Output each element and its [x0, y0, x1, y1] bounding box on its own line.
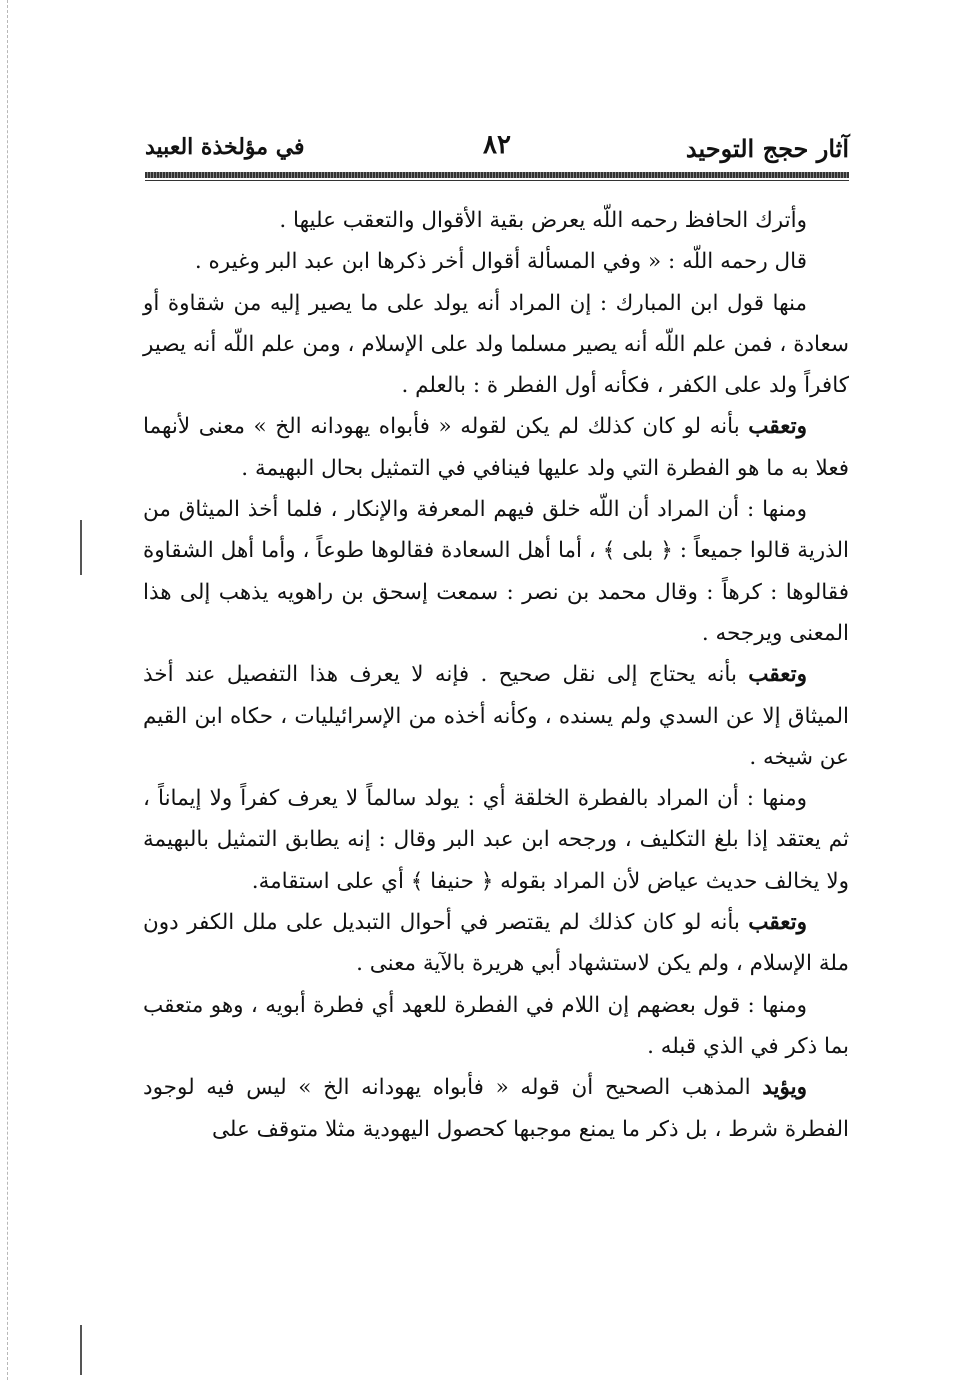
- running-header: [145, 128, 849, 170]
- body-text: [143, 200, 849, 1150]
- paragraph: [143, 985, 849, 1068]
- paragraph-text: ومنها : قول بعضهم إن اللام في الفطرة للعهد أي فطرة أبويه ، وهو متعقب بما ذكر في الذي قبله .: [143, 992, 849, 1059]
- scan-mark: [80, 1325, 82, 1375]
- paragraph: [143, 283, 849, 407]
- paragraph-text: بأنه لو كان كذلك لم يقتصر في أحوال التبديل على ملل الكفر دون ملة الإسلام ، ولم يكن لاستشهاد أبي هريرة بالآية معنى .: [143, 910, 849, 977]
- paragraph: [143, 200, 849, 241]
- paragraph-text: المذهب الصحيح أن قوله « فأبواه يهودانه الخ » ليس فيه لوجود الفطرة شرط ، بل ذكر ما يمنع موجبها كحصول اليهودية مثلا متوقف على: [143, 1075, 849, 1142]
- paragraph-lead: وتعقب: [748, 662, 807, 688]
- scan-mark: [80, 520, 82, 575]
- section-title: في مؤلخذة العبيد: [145, 134, 305, 160]
- book-title: آثار حجج التوحيد: [685, 134, 849, 163]
- paragraph-text: منها قول ابن المبارك : إن المراد أنه يولد على ما يصير إليه من شقاوة أو سعادة ، فمن علم اللّه أنه يصير مسلما ولد على الإسلام ، ومن علم اللّه أنه يصير كافراً ولد على الكفر ، فكأنه أول الفطر ة : بالعلم .: [143, 290, 849, 399]
- paragraph: [143, 902, 849, 985]
- paragraph-lead: ويؤيد: [762, 1075, 807, 1101]
- paragraph: [143, 1067, 849, 1150]
- paragraph-lead: وتعقب: [748, 910, 807, 936]
- paragraph-text: ومنها : أن المراد أن اللّه خلق فيهم المعرفة والإنكار ، فلما أخذ الميثاق من الذرية قالوا جميعاً : ﴿ بلى ﴾ ، أما أهل السعادة فقالوها طوعاً ، وأما أهل الشقاوة فقالوها : كرهاً : وقال محمد بن نصر : سمعت إسحق بن راهويه يذهب إلى هذا المعنى ويرجحه .: [143, 497, 849, 646]
- page-number: ٨٢: [483, 130, 511, 160]
- paragraph: [143, 778, 849, 902]
- paragraph: [143, 654, 849, 778]
- paragraph: [143, 406, 849, 489]
- paragraph: [143, 241, 849, 282]
- paragraph-text: ومنها : أن المراد بالفطرة الخلقة أي : يولد سالماً لا يعرف كفراً ولا إيماناً ، ثم يعتقد إذا بلغ التكليف ، ورجحه ابن عبد البر وقال : إنه يطابق التمثيل بالبهيمة ولا يخالف حديث عياض لأن المراد بقوله ﴿ حنيفا ﴾ أي على استقامة.: [143, 786, 849, 894]
- paragraph: [143, 489, 849, 654]
- paragraph-text: بأنه يحتاج إلى نقل صحيح . فإنه لا يعرف هذا التفصيل عند أخذ الميثاق إلا عن السدي ولم يسنده ، وكأنه أخذه من الإسرائيليات ، حكاه ابن القيم عن شيخه .: [143, 662, 849, 770]
- paragraph-text: بأنه لو كان كذلك لم يكن لقوله « فأبواه يهودانه الخ » معنى لأنهما فعلا به ما هو الفطرة التي ولد عليها فينافي في التمثيل بحال البهيمة .: [143, 414, 849, 481]
- header-rule-thin: [145, 180, 849, 181]
- paragraph-lead: وتعقب: [748, 414, 807, 440]
- page-margin-rule: [7, 0, 8, 1380]
- paragraph-text: قال رحمه اللّه : « وفي المسألة أقوال أخر ذكرها ابن عبد البر وغيره .: [194, 249, 807, 275]
- header-rule: [145, 172, 849, 178]
- paragraph-text: وأترك الحافظ رحمه اللّه يعرض بقية الأقوال والتعقب عليها .: [279, 208, 807, 233]
